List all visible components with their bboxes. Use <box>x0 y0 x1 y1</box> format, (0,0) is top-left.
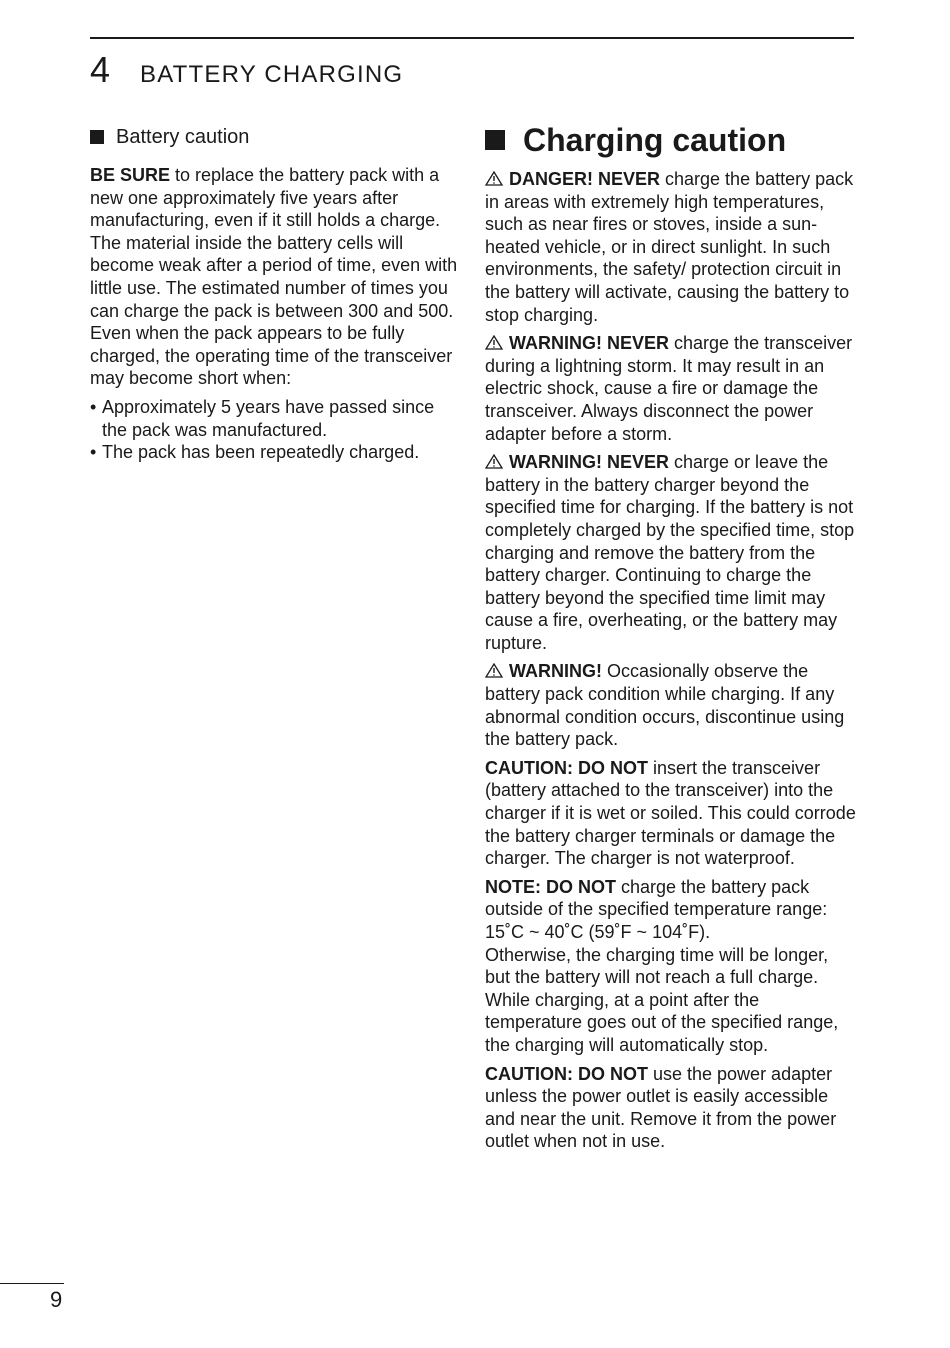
battery-caution-bullets <box>90 396 462 464</box>
note-strong: NOTE: DO NOT <box>485 876 616 897</box>
danger-never-paragraph <box>485 168 857 326</box>
warning-storm-text: charge the transceiver during a lightning storm. It may result in an electric shock, cause a fire or damage the transceiver. Always disconnect the power adapter before a storm. <box>485 333 853 444</box>
chapter-number: 4 <box>90 49 111 90</box>
caution-wet-paragraph <box>485 757 857 870</box>
warning-time-text: charge or leave the battery in the battery charger beyond the specified time for charging. If the battery is not completely charged by the specified time, stop charging and remove the battery from the battery charger. Continuing to charge the battery beyond the specified time limit may cause a fire, overheating, or the battery may rupture. <box>485 452 855 653</box>
charging-caution-section <box>485 120 857 1159</box>
battery-caution-paragraph <box>90 164 462 390</box>
page-number: 9 <box>50 1287 63 1312</box>
battery-caution-heading <box>90 120 462 154</box>
square-bullet-icon <box>90 130 104 144</box>
warning-time-paragraph <box>485 451 857 654</box>
danger-text: charge the battery pack in areas with extremely high temperatures, such as near fires or stoves, inside a sun-heated vehicle, or in direct sunlight. In such environments, the safety/ protection circuit in the battery will activate, causing the battery to stop charging. <box>485 169 854 325</box>
warning-triangle-icon <box>485 335 503 350</box>
caution-strong: CAUTION: DO NOT <box>485 757 648 778</box>
warning-triangle-icon <box>485 663 503 678</box>
list-item: • Approximately 5 years have passed since the pack was manufactured. <box>90 396 462 441</box>
be-sure-strong: BE SURE <box>90 165 171 185</box>
caution-adapter-paragraph <box>485 1063 857 1153</box>
chapter-title: BATTERY CHARGING <box>140 61 404 88</box>
chapter-header <box>90 48 403 92</box>
warning-strong: WARNING! NEVER <box>509 333 670 354</box>
warning-observe-paragraph <box>485 660 857 750</box>
caution-strong: CAUTION: DO NOT <box>485 1063 648 1084</box>
danger-strong: DANGER! NEVER <box>509 169 661 189</box>
battery-caution-heading-text: Battery caution <box>116 126 250 148</box>
bottom-rule <box>0 1283 64 1284</box>
list-item: • The pack has been repeatedly charged. <box>90 441 462 464</box>
warning-triangle-icon <box>485 171 503 186</box>
caution-wet-text: insert the transceiver (battery attached to the transceiver) into the charger if it is wet or soiled. This could corrode the battery charger terminals or damage the charger. The charger is not waterproof. <box>485 757 856 869</box>
warning-strong: WARNING! NEVER <box>509 452 670 473</box>
square-bullet-icon <box>485 130 505 150</box>
battery-caution-text: to replace the battery pack with a new one approximately five years after manufacturing, even if it still holds a charge. The material inside the battery cells will become weak after a period of time, even with little use. The estimated number of times you can charge the pack is between 300 and 500. Even when the pack appears to be fully charged, the operating time of the transceiver may become short when: <box>90 165 458 389</box>
charging-caution-heading <box>485 120 857 160</box>
warning-triangle-icon <box>485 454 503 469</box>
warning-storm-paragraph <box>485 332 857 445</box>
charging-caution-heading-text: Charging caution <box>523 122 787 158</box>
warning-strong: WARNING! <box>509 661 602 682</box>
note-temperature-text: charge the battery pack outside of the specified temperature range: 15˚C ~ 40˚C (59˚F ~ 104˚F). <box>485 876 828 942</box>
note-temperature-paragraph <box>485 876 857 1057</box>
note-temperature-text-2: Otherwise, the charging time will be longer, but the battery will not reach a full charge. While charging, at a point after the temperature goes out of the specified range, the charging will automatically stop. <box>485 944 839 1055</box>
battery-caution-section <box>90 120 462 464</box>
warning-observe-text: Occasionally observe the battery pack condition while charging. If any abnormal condition occurs, discontinue using the battery pack. <box>485 661 845 750</box>
top-rule <box>90 37 854 39</box>
caution-adapter-text: use the power adapter unless the power outlet is easily accessible and near the unit. Remove it from the power outlet when not in use. <box>485 1063 837 1152</box>
